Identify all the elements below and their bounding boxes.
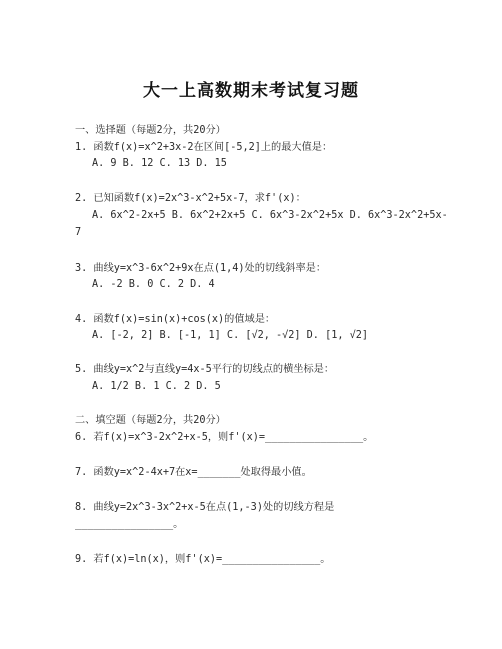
question-4-stem: 4. 函数f(x)=sin(x)+cos(x)的值域是： (75, 314, 276, 325)
question-4-options: A. [-2, 2] B. [-1, 1] C. [√2, -√2] D. [1, √2] (92, 330, 369, 341)
section-header-fill: 二、填空题（每题2分，共20分） (75, 415, 226, 426)
question-3-options: A. -2 B. 0 C. 2 D. 4 (92, 279, 215, 290)
question-6-stem: 6. 若f(x)=x^3-2x^2+x-5，则f'(x)=________________。 (75, 432, 374, 443)
question-2-options-wrap: 7 (75, 227, 82, 238)
question-5-stem: 5. 曲线y=x^2与直线y=4x-5平行的切线点的横坐标是： (75, 364, 335, 375)
section-header-choice: 一、选择题（每题2分，共20分） (75, 125, 226, 136)
question-1-stem: 1. 函数f(x)=x^2+3x-2在区间[-5,2]上的最大值是： (75, 142, 333, 153)
question-8-stem: 8. 曲线y=2x^3-3x^2+x-5在点(1,-3)处的切线方程是 (75, 502, 335, 513)
question-9-stem: 9. 若f(x)=ln(x)，则f'(x)=________________。 (75, 554, 331, 565)
question-5-options: A. 1/2 B. 1 C. 2 D. 5 (92, 381, 221, 392)
question-3-stem: 3. 曲线y=x^3-6x^2+9x在点(1,4)处的切线斜率是： (75, 263, 327, 274)
page-title: 大一上高数期末考试复习题 (143, 81, 359, 101)
question-7-stem: 7. 函数y=x^2-4x+7在x=_______处取得最小值。 (75, 467, 312, 478)
question-8-wrap: ________________。 (75, 519, 184, 530)
question-2-options: A. 6x^2-2x+5 B. 6x^2+2x+5 C. 6x^3-2x^2+5x D. 6x^3-2x^2+5x- (92, 210, 448, 221)
question-2-stem: 2. 已知函数f(x)=2x^3-x^2+5x-7，求f'(x)： (75, 193, 306, 204)
question-1-options: A. 9 B. 12 C. 13 D. 15 (92, 158, 227, 169)
